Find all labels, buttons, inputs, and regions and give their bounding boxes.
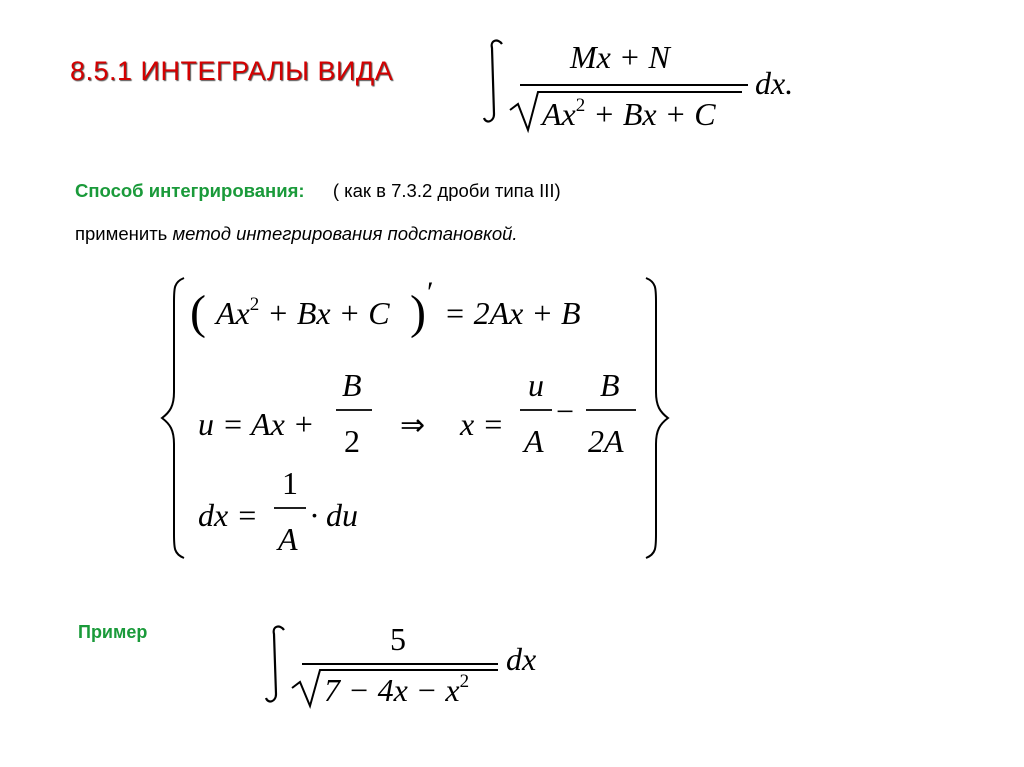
prime-mark: ′ [427, 276, 434, 309]
frac3-num: B [600, 367, 620, 403]
apply-prefix: применить [75, 223, 173, 244]
left-brace [162, 278, 184, 558]
dx-suffix: dx. [755, 65, 794, 101]
paren-open: ( [190, 286, 206, 339]
frac2-num: u [528, 367, 544, 403]
right-brace [646, 278, 668, 558]
denominator: $Ax^2 + Bx + C$ [542, 95, 716, 132]
example-label: Пример [78, 622, 148, 642]
frac1-num: B [342, 367, 362, 403]
paren-close: ) [410, 286, 426, 339]
system-line1-rhs: = 2Ax + B [444, 295, 581, 331]
apply-method: метод интегрирования подстановкой. [172, 223, 518, 244]
frac1-den: 2 [344, 423, 360, 459]
system-line1-left: $Ax^2 + Bx + C$ [216, 294, 390, 331]
system-line2-u: u = Ax + [198, 406, 315, 442]
numerator: Mx + N [570, 39, 670, 75]
frac2-den: A [524, 423, 544, 459]
system-line2-x: x = [460, 406, 504, 442]
header-integral-formula [480, 18, 840, 138]
minus-sign: − [556, 393, 575, 429]
system-line3-rhs: · du [310, 497, 358, 533]
example-numerator: 5 [390, 621, 406, 657]
example-dx: dx [506, 641, 537, 677]
frac4-den: A [278, 521, 298, 557]
example-integral-formula [262, 604, 562, 724]
integral-sign [484, 41, 502, 122]
method-line [75, 180, 561, 202]
frac4-num: 1 [282, 465, 298, 501]
system-line3-lhs: dx = [198, 497, 258, 533]
example-denominator: $7 - 4x - x^2$ [324, 671, 470, 708]
page-title: 8.5.1 ИНТЕГРАЛЫ ВИДА [70, 56, 394, 86]
frac3-den: 2A [588, 423, 624, 459]
substitution-system [160, 272, 680, 572]
implies-arrow: ⇒ [400, 409, 426, 442]
example-integral-sign [266, 627, 284, 702]
method-note: ( как в 7.3.2 дроби типа III) [332, 180, 561, 201]
apply-line [75, 223, 518, 245]
method-label: Способ интегрирования: [75, 180, 305, 201]
